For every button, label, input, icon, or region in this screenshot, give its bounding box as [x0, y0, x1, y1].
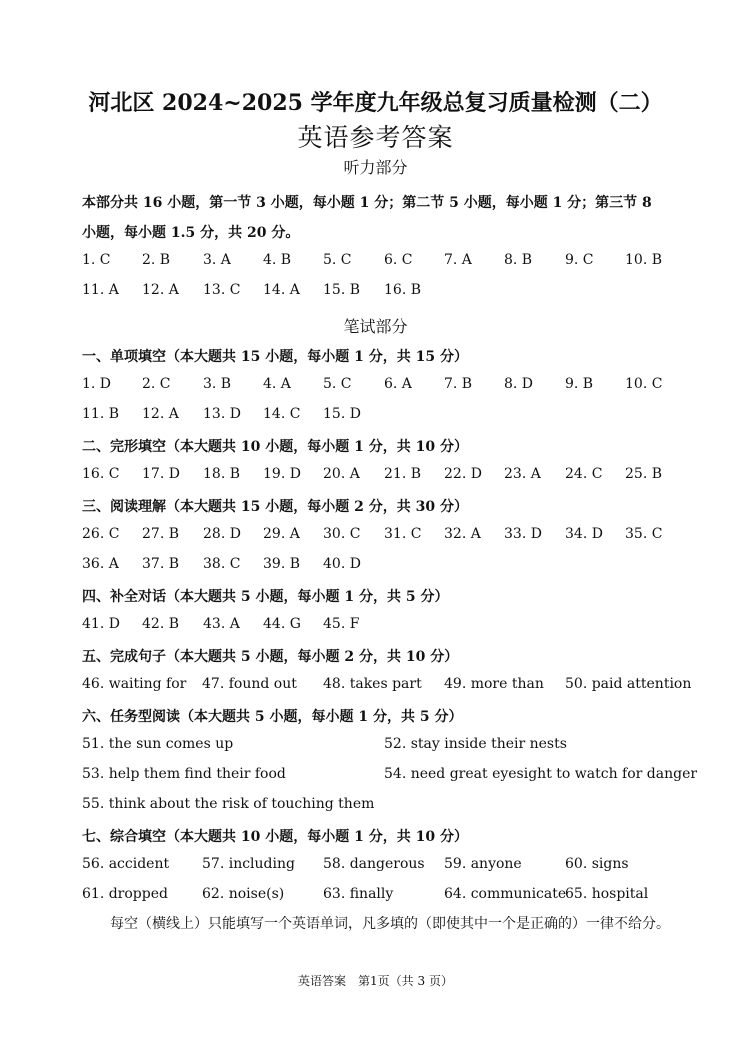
answer-item: 61. dropped	[82, 886, 168, 902]
answer-item: 23. A	[504, 466, 541, 482]
answer-item: 12. A	[142, 282, 179, 298]
answer-item: 40. D	[323, 556, 361, 572]
answer-item: 16. B	[384, 282, 422, 298]
answer-item: 50. paid attention	[565, 676, 692, 692]
answer-item: 30. C	[323, 526, 361, 542]
answer-item: 18. B	[203, 466, 241, 482]
answer-item: 13. D	[203, 406, 241, 422]
section-6-title: 六、任务型阅读（本大题共 5 小题，每小题 1 分，共 5 分）	[82, 709, 463, 725]
answer-item: 4. A	[263, 376, 291, 392]
answer-item: 43. A	[203, 616, 240, 632]
section-6-row-1	[82, 736, 692, 756]
section-4-title: 四、补全对话（本大题共 5 小题，每小题 1 分，共 5 分）	[82, 589, 449, 605]
answer-item: 24. C	[565, 466, 603, 482]
answer-item: 49. more than	[444, 676, 544, 692]
page-subtitle: 英语参考答案	[297, 123, 454, 152]
answer-item: 15. B	[323, 282, 361, 298]
answer-item: 14. C	[263, 406, 301, 422]
section-6-row-3	[82, 796, 692, 816]
answer-item: 32. A	[444, 526, 481, 542]
answer-item: 6. A	[384, 376, 412, 392]
answer-item: 17. D	[142, 466, 180, 482]
page-title: 河北区 2024~2025 学年度九年级总复习质量检测（二）	[88, 90, 663, 116]
grading-note: 每空（横线上）只能填写一个英语单词，凡多填的（即使其中一个是正确的）一律不给分。	[110, 916, 670, 932]
answer-item: 51. the sun comes up	[82, 736, 234, 752]
answer-item: 62. noise(s)	[202, 886, 285, 902]
answer-item: 31. C	[384, 526, 422, 542]
answer-item: 36. A	[82, 556, 119, 572]
answer-item: 3. A	[203, 252, 231, 268]
answer-item: 47. found out	[202, 676, 297, 692]
answer-item: 8. D	[504, 376, 534, 392]
answer-item: 11. A	[82, 282, 119, 298]
answer-item: 4. B	[263, 252, 292, 268]
answer-item: 57. including	[202, 856, 295, 872]
answer-item: 5. C	[323, 376, 352, 392]
answer-item: 28. D	[203, 526, 241, 542]
answer-item: 38. C	[203, 556, 241, 572]
written-heading: 笔试部分	[343, 317, 408, 336]
answer-item: 35. C	[625, 526, 663, 542]
answer-item: 54. need great eyesight to watch for danger	[384, 766, 698, 782]
answer-item: 29. A	[263, 526, 300, 542]
listening-heading: 听力部分	[343, 158, 408, 177]
answer-item: 3. B	[203, 376, 232, 392]
section-5-title: 五、完成句子（本大题共 5 小题，每小题 2 分，共 10 分）	[82, 649, 459, 665]
section-1-row-1	[82, 376, 692, 396]
answer-item: 21. B	[384, 466, 422, 482]
answer-item: 42. B	[142, 616, 180, 632]
answer-item: 56. accident	[82, 856, 170, 872]
answer-item: 2. B	[142, 252, 171, 268]
answer-item: 11. B	[82, 406, 120, 422]
answer-item: 6. C	[384, 252, 413, 268]
answer-item: 16. C	[82, 466, 120, 482]
answer-item: 37. B	[142, 556, 180, 572]
answer-item: 27. B	[142, 526, 180, 542]
answer-item: 59. anyone	[444, 856, 522, 872]
answer-item: 22. D	[444, 466, 482, 482]
section-5-row-1	[82, 676, 692, 696]
answer-item: 15. D	[323, 406, 361, 422]
listening-answers-row-2	[82, 282, 692, 302]
answer-item: 9. C	[565, 252, 594, 268]
answer-item: 10. C	[625, 376, 663, 392]
answer-item: 58. dangerous	[323, 856, 425, 872]
answer-item: 55. think about the risk of touching them	[82, 796, 375, 812]
listening-desc-line1: 本部分共 16 小题，第一节 3 小题，每小题 1 分；第二节 5 小题，每小题 1 分；第三节 8	[82, 195, 652, 211]
section-2-title: 二、完形填空（本大题共 10 小题，每小题 1 分，共 10 分）	[82, 439, 468, 455]
section-3-title: 三、阅读理解（本大题共 15 小题，每小题 2 分，共 30 分）	[82, 499, 468, 515]
section-1-title: 一、单项填空（本大题共 15 小题，每小题 1 分，共 15 分）	[82, 349, 468, 365]
answer-item: 5. C	[323, 252, 352, 268]
answer-item: 14. A	[263, 282, 300, 298]
section-3-row-2	[82, 556, 692, 576]
section-7-row-2	[82, 886, 692, 906]
answer-item: 34. D	[565, 526, 603, 542]
answer-item: 9. B	[565, 376, 594, 392]
answer-item: 39. B	[263, 556, 301, 572]
answer-item: 44. G	[263, 616, 301, 632]
answer-item: 2. C	[142, 376, 171, 392]
listening-desc-line2: 小题，每小题 1.5 分，共 20 分。	[82, 225, 300, 241]
section-2-row-1	[82, 466, 692, 486]
answer-item: 19. D	[263, 466, 301, 482]
answer-item: 26. C	[82, 526, 120, 542]
answer-item: 65. hospital	[565, 886, 649, 902]
answer-item: 33. D	[504, 526, 542, 542]
section-1-row-2	[82, 406, 692, 426]
answer-item: 20. A	[323, 466, 360, 482]
section-4-row-1	[82, 616, 692, 636]
answer-item: 25. B	[625, 466, 663, 482]
answer-item: 64. communicate	[444, 886, 567, 902]
answer-item: 8. B	[504, 252, 533, 268]
answer-item: 52. stay inside their nests	[384, 736, 567, 752]
answer-item: 7. B	[444, 376, 473, 392]
answer-item: 48. takes part	[323, 676, 422, 692]
answer-item: 7. A	[444, 252, 472, 268]
section-3-row-1	[82, 526, 692, 546]
answer-item: 1. D	[82, 376, 112, 392]
answer-item: 12. A	[142, 406, 179, 422]
answer-item: 53. help them find their food	[82, 766, 286, 782]
answer-item: 10. B	[625, 252, 663, 268]
section-7-title: 七、综合填空（本大题共 10 小题，每小题 1 分，共 10 分）	[82, 829, 468, 845]
listening-answers-row-1	[82, 252, 692, 272]
answer-item: 63. finally	[323, 886, 394, 902]
answer-item: 45. F	[323, 616, 360, 632]
answer-item: 1. C	[82, 252, 111, 268]
answer-item: 46. waiting for	[82, 676, 187, 692]
section-6-row-2	[82, 766, 698, 786]
answer-item: 41. D	[82, 616, 120, 632]
answer-item: 60. signs	[565, 856, 629, 872]
page-footer: 英语答案 第1页（共 3 页）	[298, 974, 453, 988]
answer-item: 13. C	[203, 282, 241, 298]
section-7-row-1	[82, 856, 692, 876]
